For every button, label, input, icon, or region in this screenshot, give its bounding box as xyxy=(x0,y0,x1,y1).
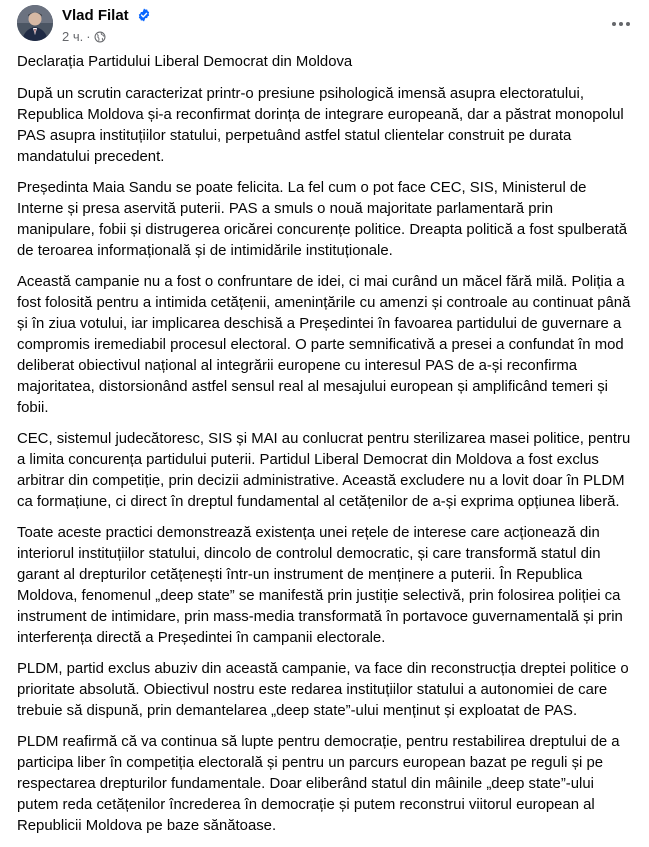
author-name[interactable]: Vlad Filat xyxy=(62,7,129,24)
author-avatar[interactable] xyxy=(17,5,53,41)
post-paragraph: CEC, sistemul judecătoresc, SIS și MAI au conlucrat pentru sterilizarea masei politice, pentru a limita concurența partidului puterii. Partidul Liberal Democrat din Moldova a fost exclus arbitrar din competiție, prin decizii administrative. Această excludere nu a lovit doar în PLDM ca formațiune, ci direct în dreptul fundamental al cetățenilor de a-și exprima opțiunea liberă. xyxy=(17,431,631,510)
post-paragraph: Toate aceste practici demonstrează existența unei rețele de interese care acționează din interiorul instituțiilor statului, dincolo de controlul democratic, și care transformă statul din garant al drepturilor cetățenești într-un instrument de menținere a puterii. În Republica Moldova, fenomenul „deep state” se manifestă prin justiție selectivă, prin folosirea poliției ca instrument de intimidare, prin mass-media transformată în portavoce guvernamentală și prin interferența directă a Președintei în campanii electorale. xyxy=(17,525,623,646)
post-meta xyxy=(62,29,106,46)
post-header xyxy=(0,0,649,52)
post-paragraph: Președinta Maia Sandu se poate felicita. La fel cum o pot face CEC, SIS, Ministerul de Interne și presa aservită puterii. PAS a smuls o nouă majoritate parlamentară prin manipulare, fobii și distrugerea oricărei concurențe politice. Dreapta politică a fost spulberată de teroarea informațională și de intimidările instituționale. xyxy=(17,180,628,259)
post-paragraph-title: Declarația Partidului Liberal Democrat din Moldova xyxy=(17,54,353,70)
post-paragraph: Această campanie nu a fost o confruntare de idei, ci mai curând un măcel fără milă. Poliția a fost folosită pentru a intimida cetățenii, amenințările cu amenzi și controale au continuat până și în ziua votului, iar implicarea deschisă a Președintei în favoarea partidului de guvernare a compromis iremediabil procesul electoral. O parte semnificativă a presei a confundat în mod deliberat obiectivul național al integrării europene cu interesul PAS de a-și reconfirma majoritatea, distorsionând astfel sensul real al mesajului european și amplificând temeri și fobii. xyxy=(17,274,631,416)
post-body xyxy=(17,52,632,847)
avatar-photo-icon xyxy=(17,5,53,41)
post-paragraph: PLDM, partid exclus abuziv din această campanie, va face din reconstrucția dreptei politice o prioritate absolută. Obiectivul nostru este redarea instituțiilor statului a autonomiei de care trebuie să dispună, prin demantelarea „deep state”-ului menținut și exploatat de PAS. xyxy=(17,661,629,719)
globe-icon[interactable] xyxy=(94,31,106,46)
post-paragraph: După un scrutin caracterizat printr-o presiune psihologică imensă asupra electoratului, Republica Moldova și-a reconfirmat dorința de integrare europeană, dar a păstrat monopolul PAS asupra instituțiilor statului, perpetuând astfel statul clientelar construit pe durata mandatului precedent. xyxy=(17,86,624,165)
more-options-icon[interactable] xyxy=(603,10,639,38)
verified-badge-icon xyxy=(137,8,151,26)
meta-separator: · xyxy=(86,29,91,44)
post-paragraph: PLDM reafirmă că va continua să lupte pentru democrație, pentru restabilirea dreptului de a participa liber în competiția electorală și pentru un parcurs european bazat pe reguli și pe respectarea drepturilor fundamentale. Doar eliberând statul din mâinile „deep state”-ului putem reda cetățenilor încrederea în democrație și putem reconstrui viitorul european al Republicii Moldova pe baze sănătoase. xyxy=(17,734,620,834)
post-timestamp[interactable]: 2 ч. xyxy=(62,29,84,44)
